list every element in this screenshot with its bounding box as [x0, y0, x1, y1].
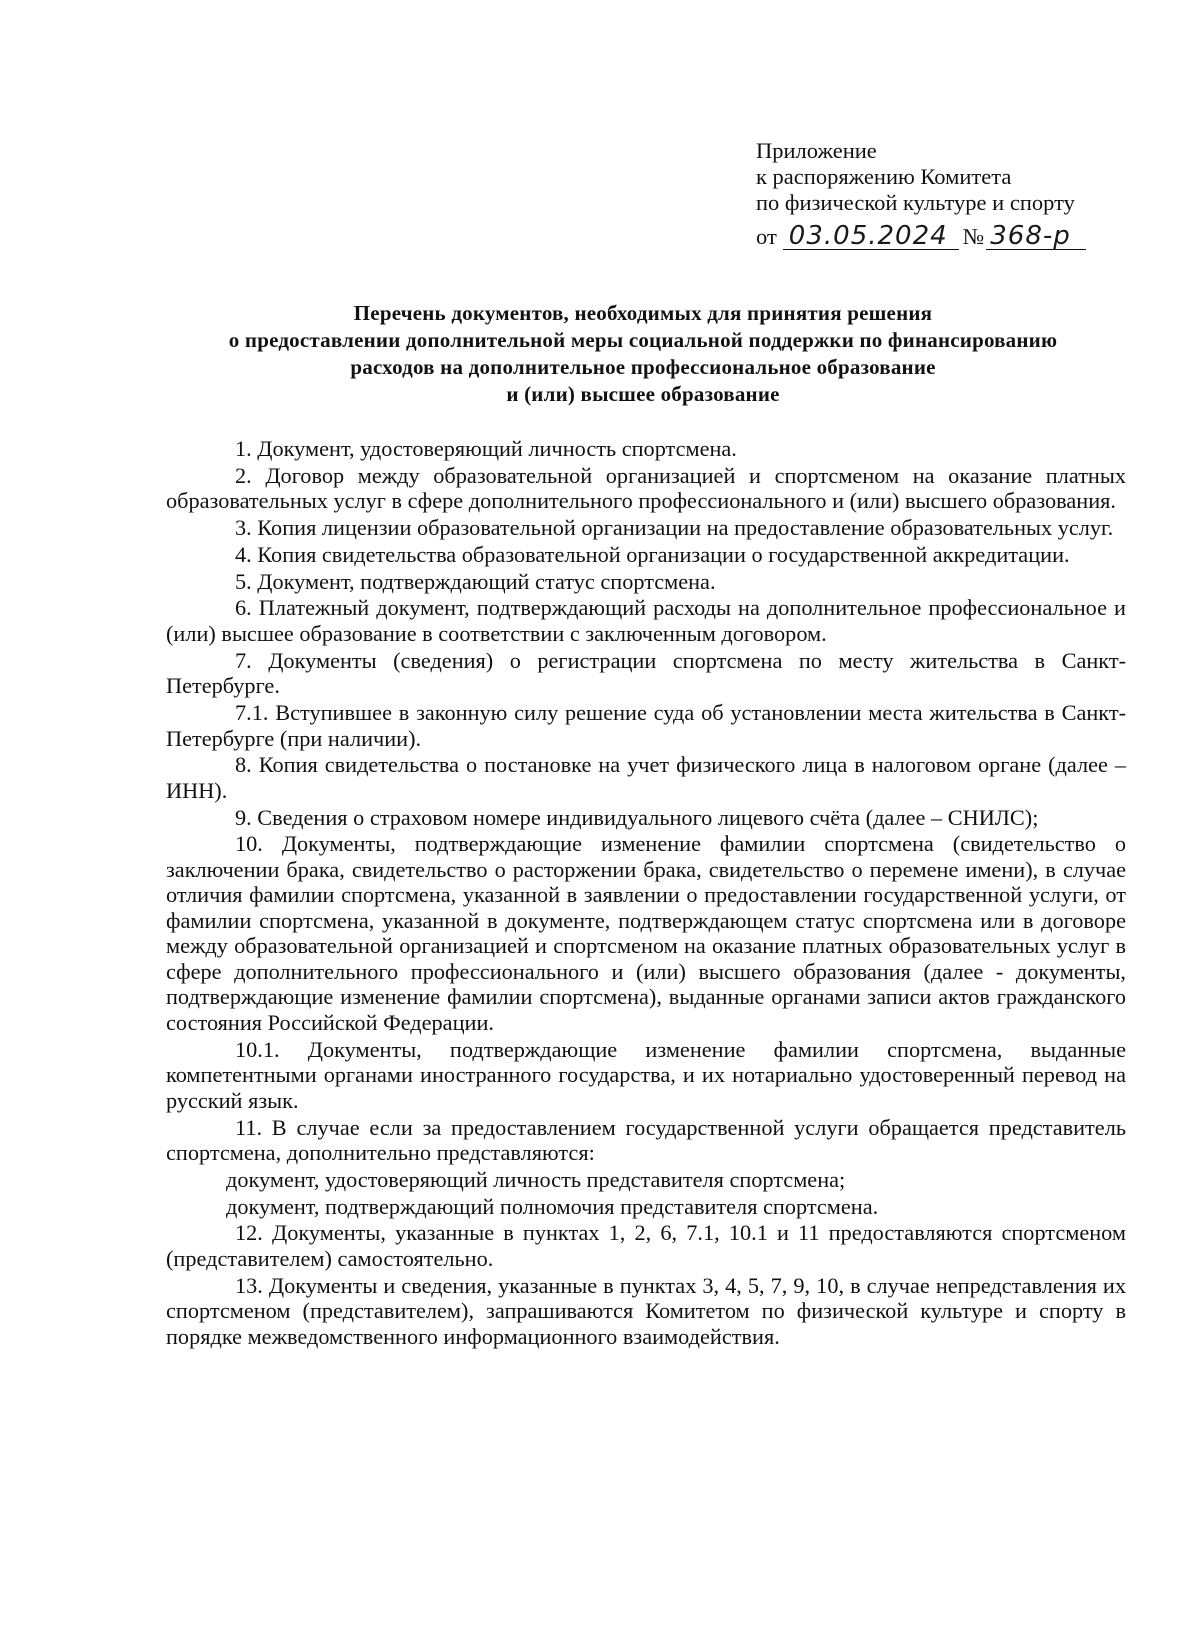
list-item-7-1: 7.1. Вступившее в законную силу решение суда об установлении места жительства в Санкт-Петербурге (при наличии). [166, 700, 1126, 751]
appendix-label: Приложение [756, 138, 877, 163]
number-prefix: № [962, 224, 985, 249]
appendix-date-number-line [756, 216, 1176, 250]
list-item-10-1: 10.1. Документы, подтверждающие изменение фамилии спортсмена, выданные компетентными органами иностранного государства, и их нотариально удостоверенный перевод на русский язык. [166, 1036, 1126, 1113]
list-item-11: 11. В случае если за предоставлением государственной услуги обращается представитель спортсмена, дополнительно представляются: [166, 1114, 1126, 1166]
appendix-header [756, 138, 1176, 250]
list-item-12: 12. Документы, указанные в пунктах 1, 2, 6, 7.1, 10.1 и 11 предоставляются спортсменом (представителем) самостоятельно. [166, 1220, 1126, 1271]
handwritten-date: 03.05.2024 [783, 223, 959, 250]
list-item-8: 8. Копия свидетельства о постановке на учет физического лица в налоговом органе (далее – ИНН). [166, 752, 1126, 803]
title-line-3: расходов на дополнительное профессиональное образование [350, 355, 936, 379]
handwritten-order-number: 368-р [986, 223, 1086, 250]
title-line-1: Перечень документов, необходимых для принятия решения [353, 301, 933, 325]
list-item-3: 3. Копия лицензии образовательной организации на предоставление образовательных услуг. [235, 515, 1114, 541]
document-list [166, 436, 1126, 1351]
list-item-5: 5. Документ, подтверждающий статус спортсмена. [235, 568, 716, 594]
list-item-11-sub-1: документ, удостоверяющий личность представителя спортсмена; [226, 1166, 846, 1192]
list-item-9: 9. Сведения о страховом номере индивидуального лицевого счёта (далее – СНИЛС); [235, 804, 1039, 830]
list-item-13: 13. Документы и сведения, указанные в пунктах 3, 4, 5, 7, 9, 10, в случае непредставления их спортсменом (представителем), запрашиваются Комитетом по физической культуре и спорту в порядке межведомственного информационного взаимодействия. [166, 1272, 1126, 1349]
appendix-order-reference: к распоряжению Комитета [756, 164, 1012, 189]
list-item-6: 6. Платежный документ, подтверждающий расходы на дополнительное профессиональное и (или) высшее образование в соответствии с заключенным договором. [166, 595, 1126, 646]
list-item-1: 1. Документ, удостоверяющий личность спортсмена. [235, 436, 737, 461]
title-line-2: о предоставлении дополнительной меры социальной поддержки по финансированию [228, 328, 1058, 352]
date-prefix: от [756, 224, 777, 249]
list-item-2: 2. Договор между образовательной организацией и спортсменом на оказание платных образовательных услуг в сфере дополнительного профессионального и (или) высшего образования. [166, 462, 1126, 514]
appendix-committee-name: по физической культуре и спорту [756, 190, 1075, 215]
list-item-7: 7. Документы (сведения) о регистрации спортсмена по месту жительства в Санкт-Петербурге. [166, 647, 1126, 699]
list-item-10: 10. Документы, подтверждающие изменение фамилии спортсмена (свидетельство о заключении брака, свидетельство о расторжении брака, свидетельство о перемене имени), в случае отличия фамилии спортсмена, указанной в заявлении о предоставлении государственной услуги, от фамилии спортсмена, указанной в документе, подтверждающем статус спортсмена или в договоре между образовательной организацией и спортсменом на оказание платных образовательных услуг в сфере дополнительного профессионального и (или) высшего образования (далее - документы, подтверждающие изменение фамилии спортсмена), выданные органами записи актов гражданского состояния Российской Федерации. [166, 831, 1126, 1035]
document-title [160, 300, 1126, 408]
list-item-11-sub-2: документ, подтверждающий полномочия представителя спортсмена. [226, 1193, 879, 1219]
title-line-4: и (или) высшее образование [506, 382, 780, 406]
list-item-4: 4. Копия свидетельства образовательной организации о государственной аккредитации. [235, 541, 1070, 567]
